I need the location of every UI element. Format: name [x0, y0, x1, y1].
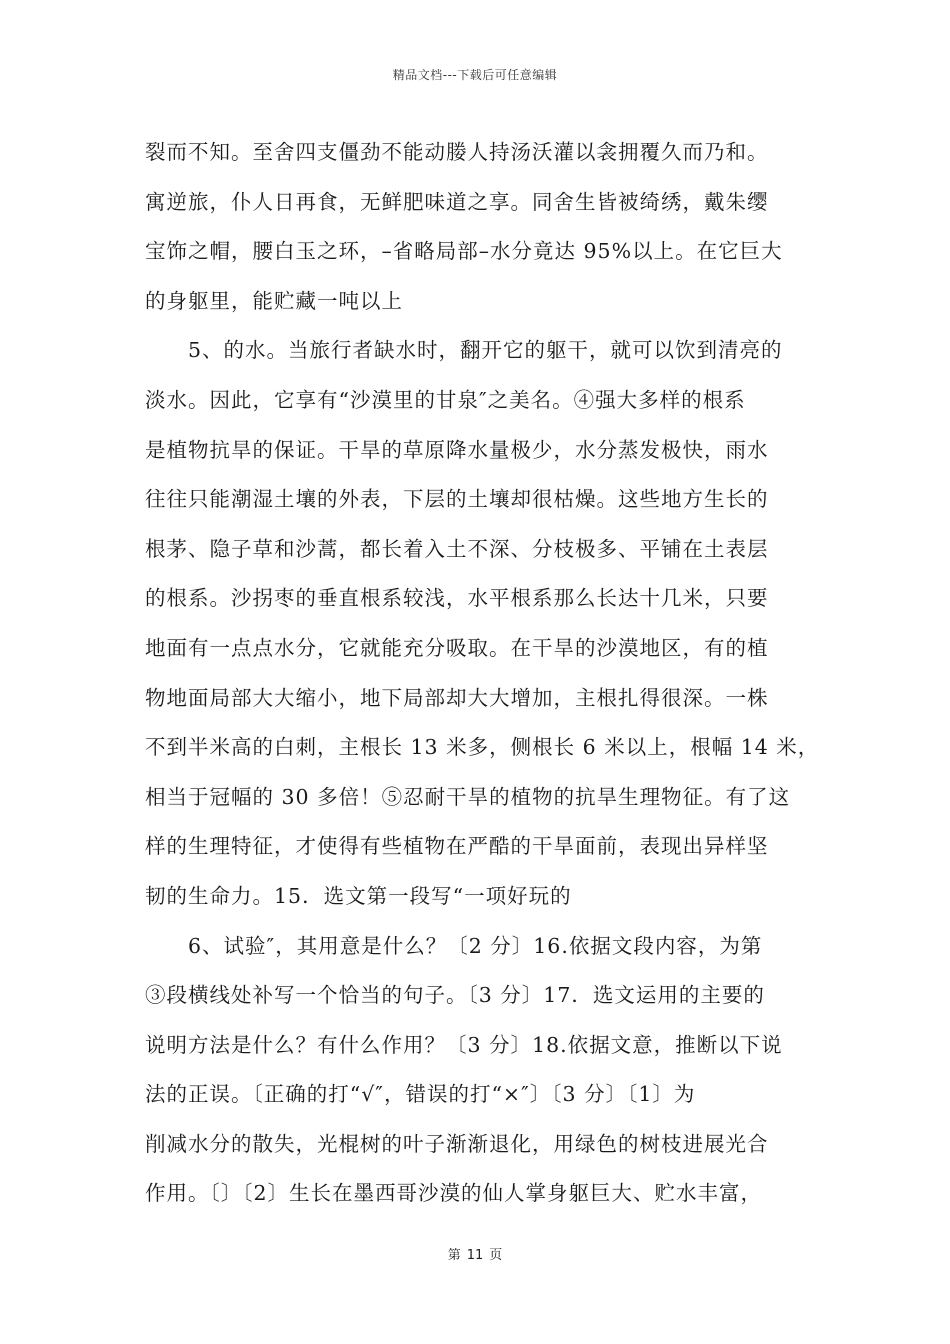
text-line: 淡水。因此，它享有“沙漠里的甘泉″之美名。④强大多样的根系 [145, 387, 746, 412]
document-body [145, 128, 820, 1219]
text-line: 根茅、隐子草和沙蒿，都长着入土不深、分枝极多、平铺在土表层 [145, 536, 769, 561]
text-line: 物地面局部大大缩小，地下局部却大大增加，主根扎得很深。一株 [145, 685, 769, 710]
page-footer [0, 1244, 950, 1263]
page-header: 精品文档---下载后可任意编辑 [392, 68, 558, 82]
text-line: 不到半米高的白刺，主根长 13 米多，侧根长 6 米以上，根幅 14 米， [145, 735, 820, 760]
text-line: ③段横线处补写一个恰当的句子。〔3 分〕17．选文运用的主要的 [145, 983, 765, 1008]
text-line: 的根系。沙拐枣的垂直根系较浅，水平根系那么长达十几米，只要 [145, 586, 769, 611]
text-line: 是植物抗旱的保证。干旱的草原降水量极少，水分蒸发极快，雨水 [145, 437, 769, 462]
text-line: 宝饰之帽，腰白玉之环，–省略局部–水分竟达 95%以上。在它巨大 [145, 239, 783, 264]
text-line: 6、试验″，其用意是什么？〔2 分〕16.依据文段内容，为第 [188, 933, 763, 958]
paragraph-2 [145, 326, 820, 921]
text-line: 寓逆旅，仆人日再食，无鲜肥味道之享。同舍生皆被绮绣，戴朱缨 [145, 189, 769, 214]
text-line: 削减水分的散失，光棍树的叶子渐渐退化，用绿色的树枝进展光合 [145, 1131, 769, 1156]
text-line: 作用。〔〕〔2〕生长在墨西哥沙漠的仙人掌身躯巨大、贮水丰富， [145, 1181, 763, 1206]
page-number: 11 [466, 1248, 484, 1263]
text-line: 法的正误。〔正确的打“√″，错误的打“×″〕〔3 分〕〔1〕为 [145, 1082, 696, 1107]
page-label-prefix: 第 [447, 1248, 461, 1263]
text-line: 地面有一点点水分，它就能充分吸取。在干旱的沙漠地区，有的植 [145, 635, 769, 660]
paragraph-3 [145, 922, 810, 1220]
text-line: 韧的生命力。15．选文第一段写“一项好玩的 [145, 883, 572, 908]
text-line: 相当于冠幅的 30 多倍！⑤忍耐干旱的植物的抗旱生理物征。有了这 [145, 784, 791, 809]
paragraph-1 [145, 128, 810, 326]
text-line: 裂而不知。至舍四支僵劲不能动媵人持汤沃灌以衾拥覆久而乃和。 [145, 140, 769, 164]
text-line: 往往只能潮湿土壤的外表，下层的土壤却很枯燥。这些地方生长的 [145, 487, 769, 512]
text-line: 说明方法是什么？有什么作用？〔3 分〕18.依据文意，推断以下说 [145, 1032, 783, 1057]
text-line: 样的生理特征，才使得有些植物在严酷的干旱面前，表现出异样坚 [145, 834, 769, 859]
text-line: 5、的水。当旅行者缺水时，翻开它的躯干，就可以饮到清亮的 [188, 338, 783, 363]
page-label-suffix: 页 [489, 1248, 503, 1263]
text-line: 的身躯里，能贮藏一吨以上 [145, 288, 403, 313]
